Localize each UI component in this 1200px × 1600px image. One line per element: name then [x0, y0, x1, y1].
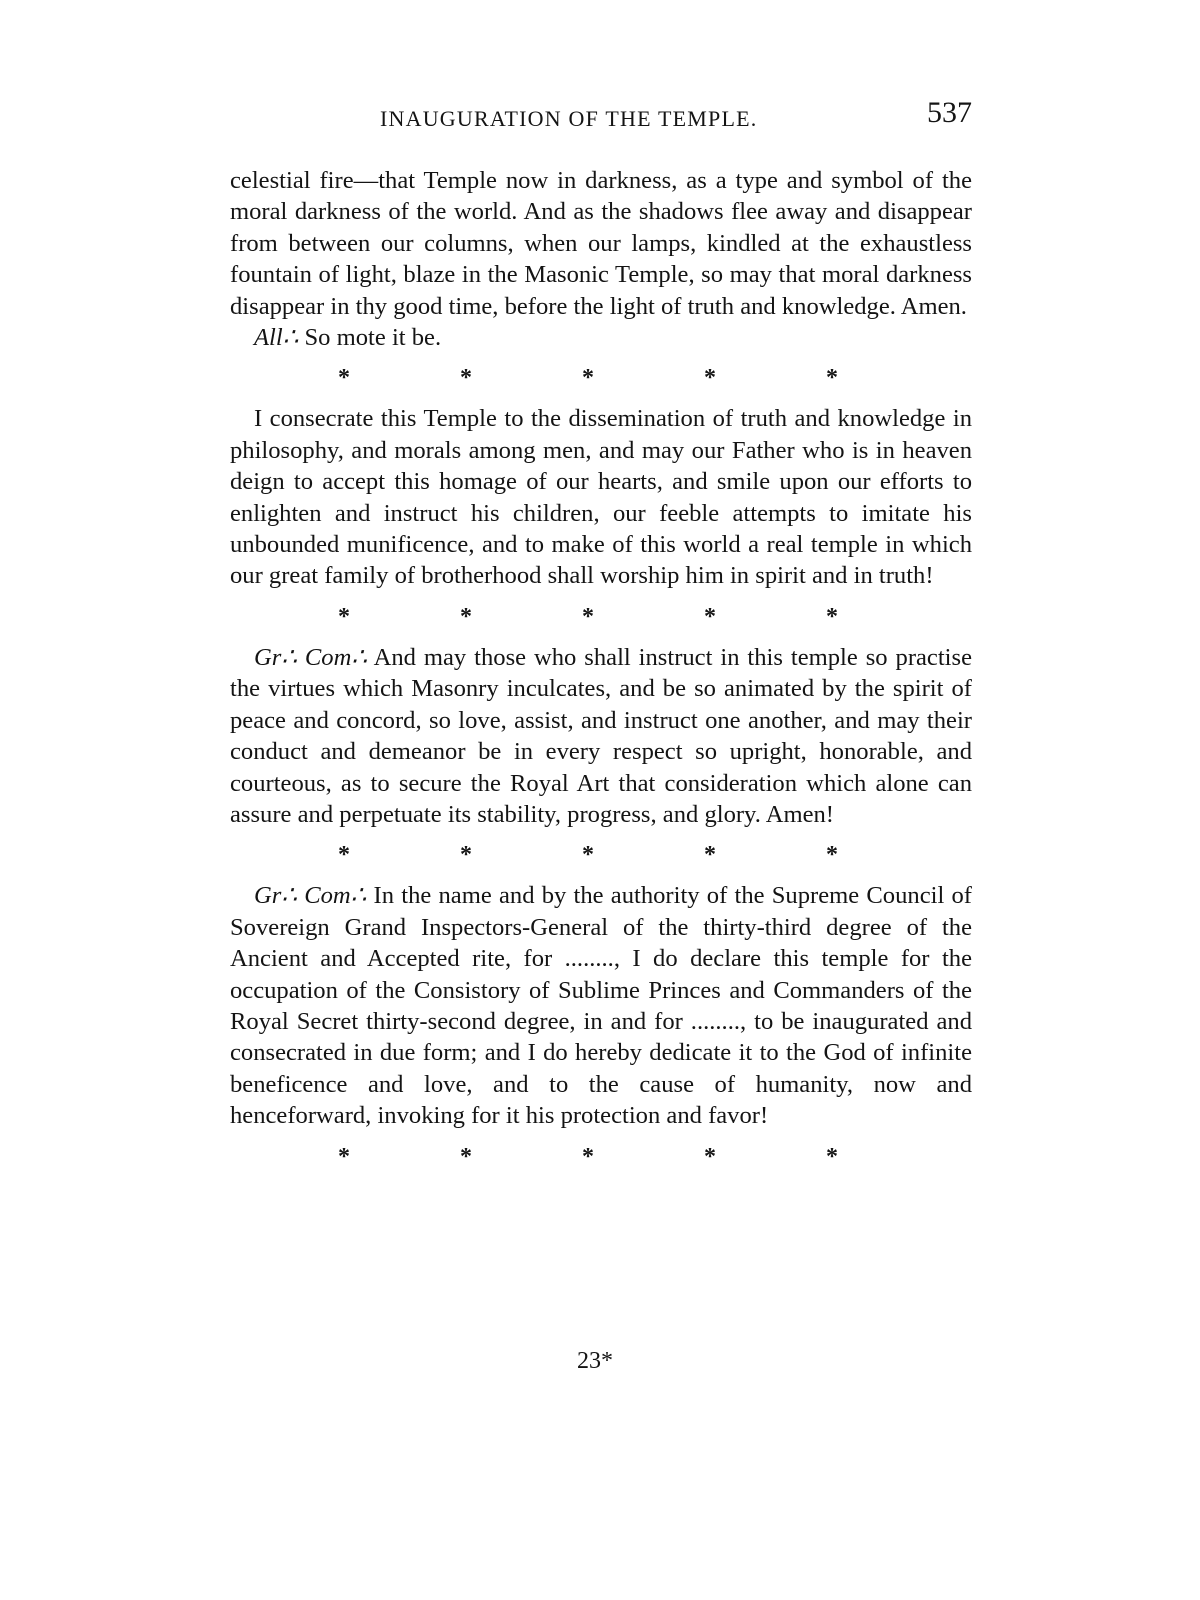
separator-star: * — [704, 842, 716, 869]
instruction-text: And may those who shall instruct in this temple so practise the virtues which Masonry inculcates, and be so animated by the spirit of peace and concord, so love, assist, and instruct one another, and may their conduct and demeanor be in every respect so upright, honorable, and courteous, as to secure the Royal Art that consideration which alone can assure and perpetuate its stability, progress, and glory. Amen! — [230, 643, 972, 828]
page-number: 537 — [927, 96, 972, 129]
separator-star: * — [704, 603, 716, 630]
separator-star: * — [460, 1143, 472, 1170]
response-text: So mote it be. — [298, 324, 442, 352]
running-title: INAUGURATION OF THE TEMPLE. — [380, 106, 758, 131]
separator-star: * — [582, 603, 594, 630]
separator-star: * — [338, 603, 350, 630]
paragraph-declaration — [230, 880, 972, 1131]
star-separator — [230, 1142, 972, 1172]
speaker-label: Gr∴ Com∴ — [254, 643, 368, 671]
separator-star: * — [460, 603, 472, 630]
page-body — [230, 165, 972, 1182]
separator-star: * — [338, 842, 350, 869]
separator-star: * — [460, 365, 472, 392]
star-separator — [230, 602, 972, 632]
separator-star: * — [582, 842, 594, 869]
paragraph-consecration: I consecrate this Temple to the dissemination of truth and knowledge in philosophy, and morals among men, and may our Father who is in heaven deign to accept this homage of our hearts, and smile upon our efforts to enlighten and instruct his children, our feeble attempts to imitate his unbounded munificence, and to make of this world a real temple in which our great family of brotherhood shall worship him in spirit and in truth! — [230, 405, 972, 590]
star-separator — [230, 840, 972, 870]
separator-star: * — [826, 365, 838, 392]
signature-mark: 23* — [577, 1348, 613, 1374]
declaration-text: In the name and by the authority of the Supreme Council of Sovereign Grand Inspectors-General of the thirty-third degree of the Ancient and Accepted rite, for ........, I do declare this temple for the occupation of the Consistory of Sublime Princes and Commanders of the Royal Secret thirty-second degree, in and for ........, to be inaugurated and consecrated in due form; and I do hereby dedicate it to the God of infinite beneficence and love, and to the cause of humanity, now and henceforward, invoking for it his protection and favor! — [230, 882, 972, 1130]
separator-star: * — [338, 365, 350, 392]
separator-star: * — [704, 365, 716, 392]
separator-star: * — [826, 1143, 838, 1170]
separator-star: * — [826, 842, 838, 869]
paragraph-instruction — [230, 642, 972, 830]
separator-star: * — [704, 1143, 716, 1170]
running-head — [230, 92, 972, 136]
speaker-label: All∴ — [254, 324, 299, 352]
star-separator — [230, 363, 972, 393]
speaker-label: Gr∴ Com∴ — [254, 882, 367, 910]
separator-star: * — [582, 1143, 594, 1170]
separator-star: * — [338, 1143, 350, 1170]
separator-star: * — [460, 842, 472, 869]
separator-star: * — [826, 603, 838, 630]
paragraph-response — [230, 322, 972, 353]
paragraph-continuation: celestial fire—that Temple now in darkness, as a type and symbol of the moral darkness of the world. And as the shadows flee away and disappear from between our columns, when our lamps, kindled at the exhaustless fountain of light, blaze in the Masonic Temple, so may that moral darkness disappear in thy good time, before the light of truth and knowledge. Amen. — [230, 167, 972, 320]
separator-star: * — [582, 365, 594, 392]
